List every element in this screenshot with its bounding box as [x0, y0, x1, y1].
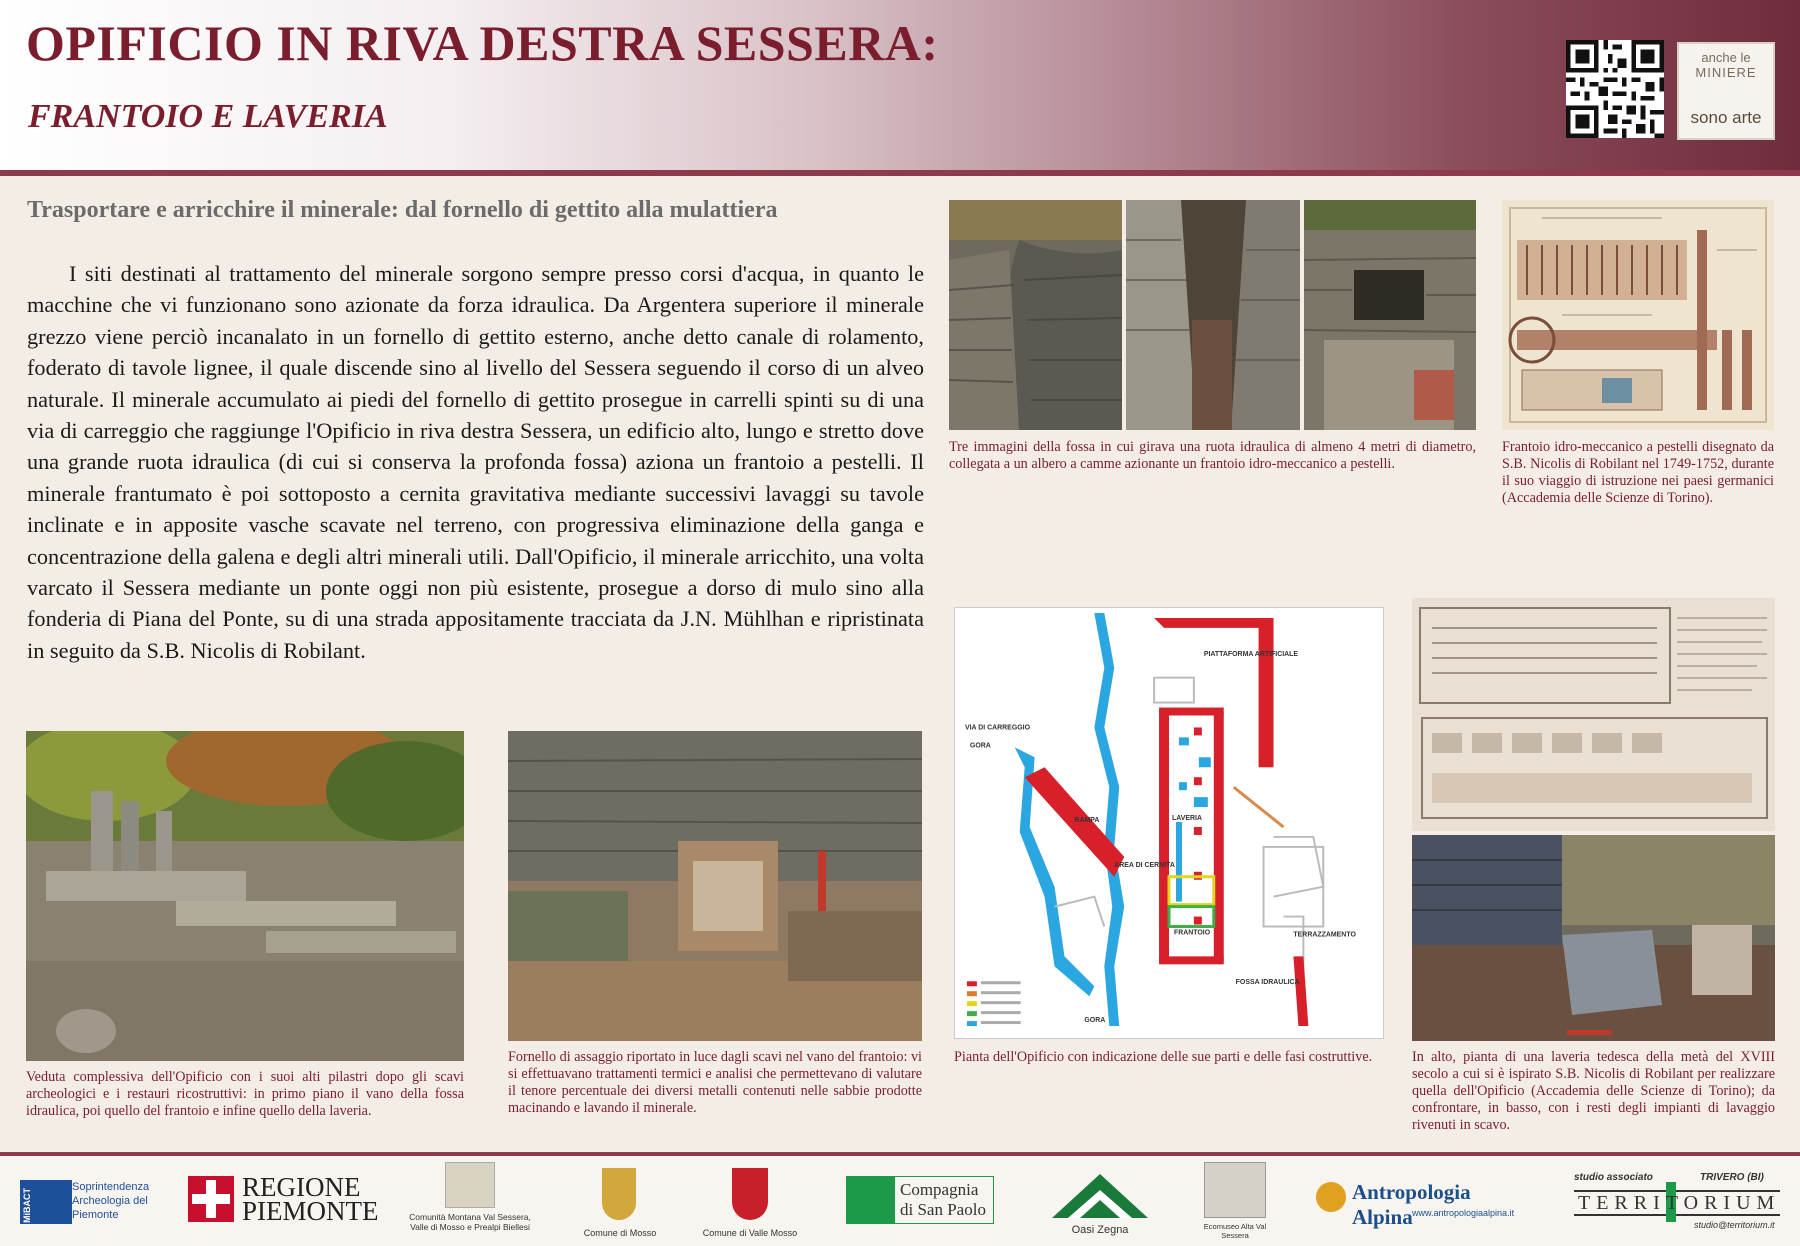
ecomuseo-label: Ecomuseo Alta Val Sessera	[1203, 1222, 1267, 1240]
comunita-label: Comunità Montana Val Sessera, Valle di Mosso e Prealpi Biellesi	[409, 1212, 531, 1232]
soprintendenza-label: Soprintendenza Archeologia del Piemonte	[72, 1181, 150, 1221]
ecomuseo-icon	[1204, 1162, 1266, 1218]
map-label-gora-bottom: GORA	[1084, 1017, 1106, 1025]
regione-label: REGIONE	[242, 1172, 361, 1202]
soprintendenza-logo	[16, 1174, 156, 1228]
antropologia-url: www.antropologiaalpina.it	[1412, 1208, 1515, 1218]
qr-code[interactable]	[1566, 40, 1664, 138]
antropologia-alpina-logo	[1316, 1180, 1526, 1229]
fossa-caption: Tre immagini della fossa in cui girava una ruota idraulica di almeno 4 metri di diametro, collegata a un albero a camme azionante un frantoio idro-meccanico a pestelli.	[949, 439, 1476, 472]
territorium-email: studio@territorium.it	[1694, 1220, 1775, 1230]
badge-line3: sono arte	[1690, 108, 1762, 127]
comunita-map-icon	[445, 1162, 495, 1208]
mibac-label: MiBACT	[22, 1188, 32, 1223]
territorium-logo	[1574, 1172, 1780, 1236]
map-label-via: VIA DI CARREGGIO	[964, 724, 1030, 732]
laveria-photo	[1412, 835, 1775, 1041]
laveria-caption: In alto, pianta di una laveria tedesca della metà del XVIII secolo a cui si è ispirato S.B. Nicolis di Robilant per realizzare quella dell'Opificio (Accademia delle Scienze di Torino); da confrontare, in basso, con i resti degli impianti di lavaggio rivenuti in scavo.	[1412, 1049, 1775, 1133]
map-label-terrazzamento: TERRAZZAMENTO	[1293, 931, 1356, 939]
mosso-crest-icon	[602, 1168, 636, 1220]
territorium-name: TERRITORIUM	[1578, 1192, 1781, 1214]
comunita-montana-logo	[405, 1162, 535, 1246]
fossa-photo-3	[1304, 200, 1476, 430]
map-label-piattaforma: PIATTAFORMA ARTIFICIALE	[1203, 650, 1299, 658]
compagnia-san-paolo-logo	[846, 1176, 996, 1226]
compagnia-label-2: di San Paolo	[900, 1200, 986, 1219]
oasi-mountain-icon	[1048, 1170, 1152, 1220]
regione-shield-icon	[188, 1176, 234, 1222]
ecomuseo-logo	[1196, 1162, 1274, 1244]
map-label-rampa: RAMPA	[1074, 817, 1100, 825]
map-label-laveria: LAVERIA	[1171, 815, 1203, 823]
pianta-map	[954, 607, 1384, 1039]
fossa-photo-2	[1126, 200, 1300, 430]
map-label-fossa: FOSSA IDRAULICA	[1235, 979, 1300, 987]
territorium-top: studio associato	[1574, 1172, 1653, 1183]
fossa-photo-1	[949, 200, 1122, 430]
fornello-photo	[508, 731, 922, 1041]
frantoio-drawing-caption: Frantoio idro-meccanico a pestelli disegnato da S.B. Nicolis di Robilant nel 1749-1752, durante il suo viaggio di istruzione nei paesi germanici (Accademia delle Scienze di Torino).	[1502, 439, 1774, 506]
comune-mosso-logo	[580, 1166, 660, 1246]
footer	[0, 1156, 1800, 1246]
miniere-badge	[1677, 42, 1775, 140]
oasi-label: Oasi Zegna	[1071, 1224, 1129, 1236]
valle-mosso-crest-icon	[732, 1168, 768, 1220]
pianta-caption: Pianta dell'Opificio con indicazione delle sue parti e delle fasi costruttive.	[954, 1049, 1373, 1065]
map-label-gora-top: GORA	[969, 742, 991, 750]
frantoio-drawing	[1502, 200, 1774, 430]
page-subtitle: FRANTOIO E LAVERIA	[28, 98, 388, 135]
valle-mosso-label: Comune di Valle Mosso	[702, 1228, 798, 1238]
comune-valle-mosso-logo	[698, 1166, 802, 1246]
section-heading: Trasportare e arricchire il minerale: dal fornello di gettito alla mulattiera	[27, 197, 778, 223]
fornello-caption: Fornello di assaggio riportato in luce dagli scavi nel vano del frantoio: vi si effettuavano trattamenti termici e analisi che permettevano di valutare il tenore percentuale dei diversi metalli contenuti nelle sabbie prodotte macinando e lavando il minerale.	[508, 1049, 922, 1116]
antropologia-sun-icon	[1316, 1182, 1346, 1212]
compagnia-label-1: Compagnia	[900, 1180, 979, 1199]
territorium-place: TRIVERO (BI)	[1700, 1172, 1764, 1183]
badge-line1: anche le	[1701, 50, 1751, 65]
antropologia-label: Antropologia Alpina	[1352, 1180, 1471, 1229]
map-label-frantoio: FRANTOIO	[1173, 929, 1211, 937]
piemonte-label: PIEMONTE	[242, 1196, 379, 1226]
oasi-zegna-logo	[1048, 1170, 1152, 1240]
regione-piemonte-logo	[188, 1172, 379, 1226]
badge-line2: MINIERE	[1695, 65, 1757, 80]
main-text: I siti destinati al trattamento del minerale sorgono sempre presso corsi d'acqua, in quanto le macchine che vi funzionano sono azionate da forza idraulica. Da Argentera superiore il minerale grezzo viene perciò incanalato in un fornello di gettito esterno, anche detto canale di rolamento, foderato di tavole lignee, il quale discende sino al livello del Sessera seguendo il corso di un alveo naturale. Il minerale accumulato ai piedi del fornello di gettito prosegue in carrelli spinti su di una via di carreggio che raggiunge l'Opificio in riva destra Sessera, un edificio alto, lungo e stretto dove una grande ruota idraulica (di cui si conserva la profonda fossa) aziona un frantoio a pestelli. Il minerale frantumato è poi sottoposto a cernita gravitativa mediante successivi lavaggi su tavole inclinate e in apposite vasche scavate nel terreno, con progressiva eliminazione della ganga e concentrazione della galena e degli altri minerali utili. Dall'Opificio, il minerale arricchito, una volta varcato il Sessera mediante un ponte oggi non più esistente, prosegue a dorso di mulo sino alla fonderia di Piana del Ponte, su di una strada appositamente tracciata da J.N. Mühlhan e ripristinata in seguito da S.B. Nicolis di Robilant.	[27, 261, 924, 663]
compagnia-icon	[846, 1176, 894, 1224]
page-title: OPIFICIO IN RIVA DESTRA SESSERA:	[26, 15, 939, 71]
header-divider	[0, 170, 1800, 176]
map-label-area: AREA DI CERNITA	[1114, 861, 1175, 869]
veduta-caption: Veduta complessiva dell'Opificio con i suoi alti pilastri dopo gli scavi archeologici e i restauri ricostruttivi: in primo piano il vano della fossa idraulica, poi quello del frantoio e infine quello della laveria.	[26, 1069, 464, 1119]
veduta-photo	[26, 731, 464, 1061]
mosso-label: Comune di Mosso	[583, 1228, 657, 1238]
laveria-drawing	[1412, 598, 1775, 831]
